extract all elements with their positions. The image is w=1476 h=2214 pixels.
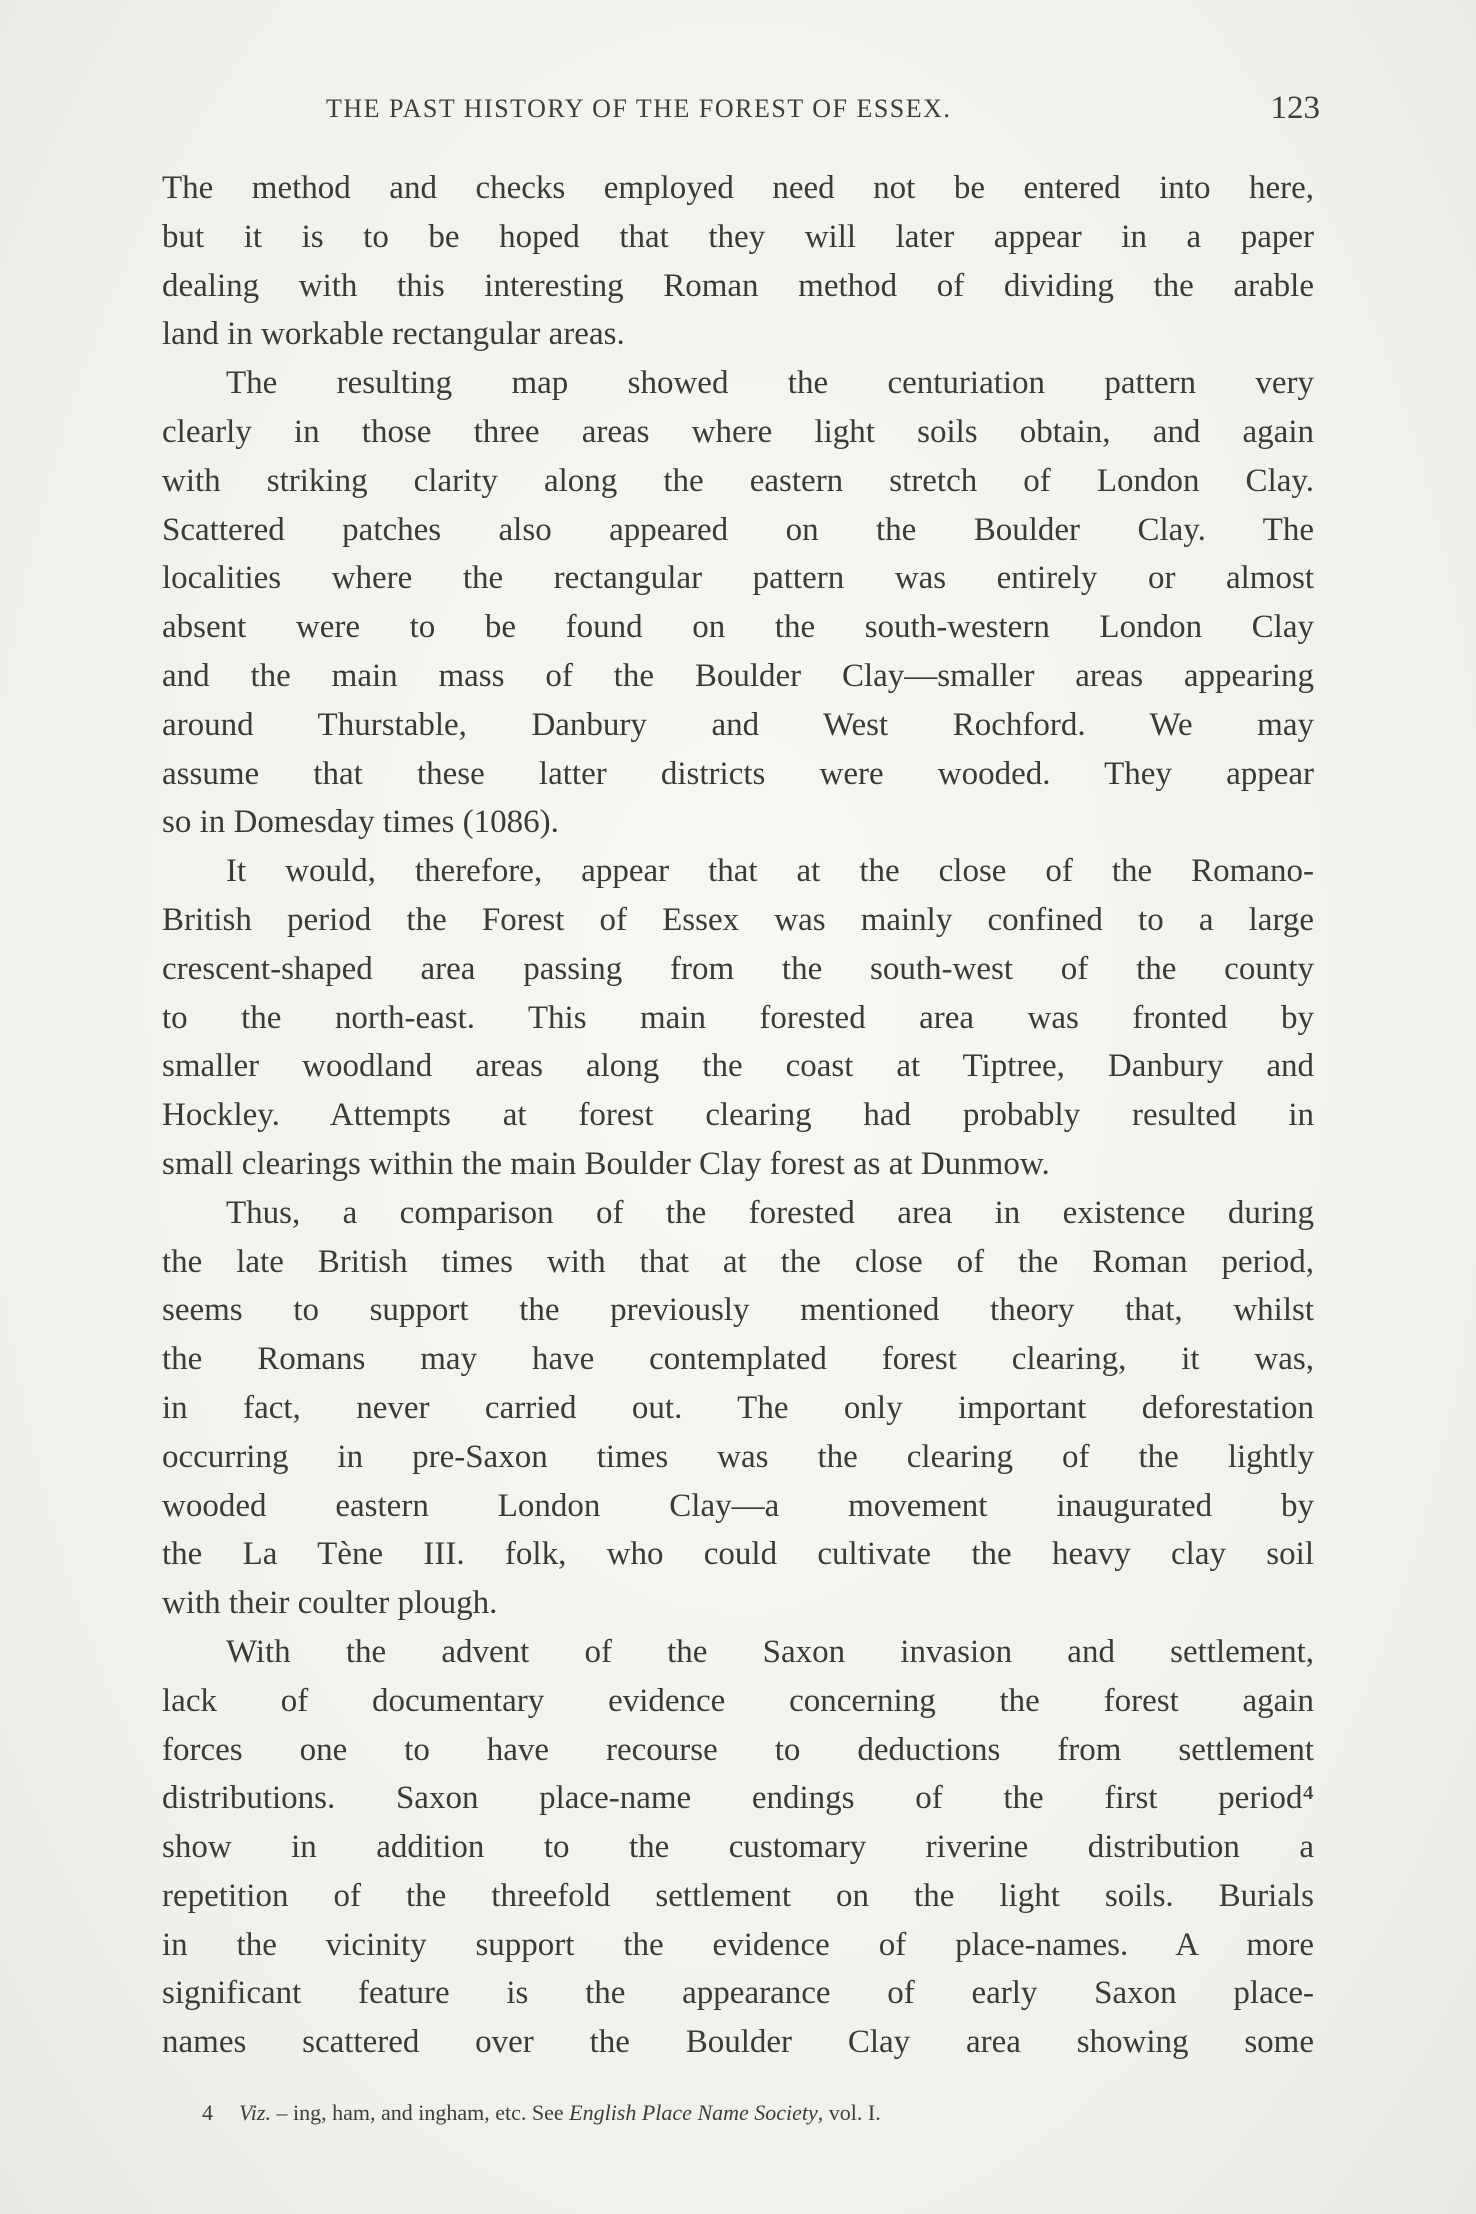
text-line: but it is to be hoped that they will later appear in a paper: [162, 218, 1314, 255]
text-line: repetition of the threefold settlement on the light soils. Burials: [162, 1877, 1314, 1914]
text-line: assume that these latter districts were wooded. They appear: [162, 755, 1314, 792]
text-line: Scattered patches also appeared on the Boulder Clay. The: [162, 511, 1314, 548]
paragraph: [162, 847, 1314, 1189]
text-line: in fact, never carried out. The only important deforestation: [162, 1389, 1314, 1426]
text-line: occurring in pre-Saxon times was the clearing of the lightly: [162, 1438, 1314, 1475]
footnote-source: English Place Name Society: [569, 2100, 818, 2125]
text-line: localities where the rectangular pattern was entirely or almost: [162, 560, 1314, 597]
text-line: show in addition to the customary riverine distribution a: [162, 1829, 1314, 1866]
text-line: It would, therefore, appear that at the close of the Romano-: [226, 853, 1314, 890]
text-line: small clearings within the main Boulder Clay forest as at Dunmow.: [162, 1145, 1050, 1182]
text-line: the La Tène III. folk, who could cultivate the heavy clay soil: [162, 1536, 1314, 1573]
text-line: wooded eastern London Clay—a movement inaugurated by: [162, 1487, 1314, 1524]
text-line: significant feature is the appearance of early Saxon place-: [162, 1975, 1314, 2012]
text-line: so in Domesday times (1086).: [162, 804, 559, 841]
paragraph: [162, 1189, 1314, 1628]
text-line: and the main mass of the Boulder Clay—smaller areas appearing: [162, 657, 1314, 694]
text-line: smaller woodland areas along the coast at Tiptree, Danbury and: [162, 1048, 1314, 1085]
footnote-volume: , vol. I.: [817, 2100, 881, 2125]
running-head: THE PAST HISTORY OF THE FOREST OF ESSEX.: [326, 94, 952, 123]
footnote: [202, 2100, 1302, 2126]
text-line: in the vicinity support the evidence of place-names. A more: [162, 1926, 1314, 1963]
text-line: names scattered over the Boulder Clay area showing some: [162, 2024, 1314, 2061]
footnote-text: – ing, ham, and ingham, etc. See: [270, 2100, 570, 2125]
text-line: crescent-shaped area passing from the south-west of the county: [162, 950, 1314, 987]
footnote-marker: 4: [202, 2100, 213, 2125]
text-line: the Romans may have contemplated forest clearing, it was,: [162, 1341, 1314, 1378]
text-line: British period the Forest of Essex was mainly confined to a large: [162, 901, 1314, 938]
footnote-viz: Viz.: [239, 2100, 271, 2125]
text-line: The resulting map showed the centuriation pattern very: [226, 365, 1314, 402]
text-line: forces one to have recourse to deductions from settlement: [162, 1731, 1314, 1768]
text-line: around Thurstable, Danbury and West Rochford. We may: [162, 706, 1314, 743]
body-text: [162, 164, 1314, 2067]
text-line: distributions. Saxon place-name endings of the first period⁴: [162, 1780, 1314, 1817]
paragraph: [162, 164, 1314, 359]
page-number: 123: [1270, 90, 1320, 126]
text-line: Hockley. Attempts at forest clearing had probably resulted in: [162, 1097, 1314, 1134]
text-line: absent were to be found on the south-western London Clay: [162, 609, 1314, 646]
text-line: with striking clarity along the eastern stretch of London Clay.: [162, 462, 1314, 499]
text-line: land in workable rectangular areas.: [162, 316, 625, 353]
text-line: clearly in those three areas where light soils obtain, and again: [162, 413, 1314, 450]
page-header: [162, 90, 1320, 134]
text-line: dealing with this interesting Roman method of dividing the arable: [162, 267, 1314, 304]
text-line: the late British times with that at the close of the Roman period,: [162, 1243, 1314, 1280]
text-line: with their coulter plough.: [162, 1585, 498, 1622]
text-line: seems to support the previously mentioned theory that, whilst: [162, 1292, 1314, 1329]
text-line: The method and checks employed need not be entered into here,: [162, 170, 1314, 206]
text-line: to the north-east. This main forested area was fronted by: [162, 999, 1314, 1036]
text-line: With the advent of the Saxon invasion and settlement,: [226, 1633, 1314, 1670]
paragraph: [162, 359, 1314, 847]
text-line: Thus, a comparison of the forested area in existence during: [226, 1194, 1314, 1231]
paragraph: [162, 1628, 1314, 2067]
text-line: lack of documentary evidence concerning the forest again: [162, 1682, 1314, 1719]
